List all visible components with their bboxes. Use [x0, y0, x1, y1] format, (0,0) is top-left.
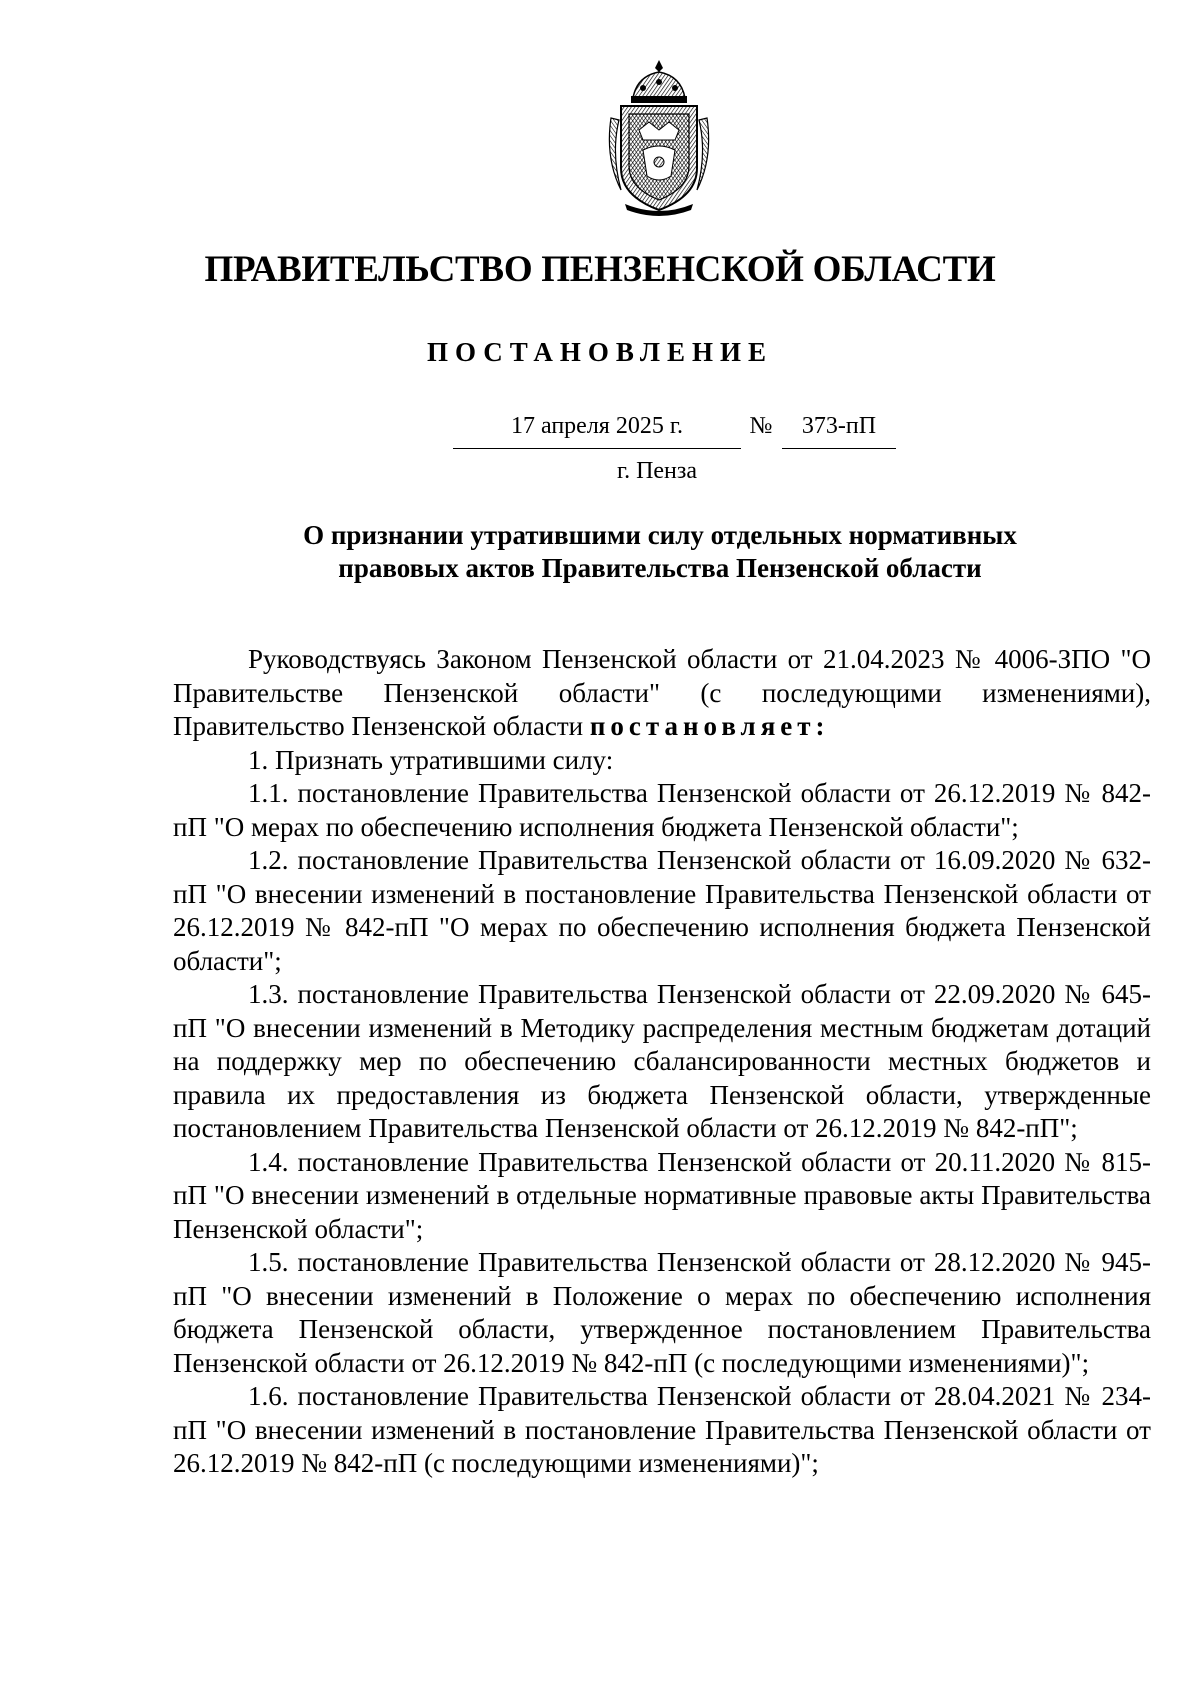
- sub-item-1-6: 1.6. постановление Правительства Пензенской области от 28.04.2021 № 234-пП "О внесении изменений в постановление Правительства Пензенской области от 26.12.2019 № 842-пП (с последующими изменениями)";: [173, 1381, 1151, 1478]
- coat-of-arms-emblem-icon: [603, 58, 715, 216]
- document-subject: [0, 519, 1200, 585]
- sub-item-1-4: 1.4. постановление Правительства Пензенской области от 20.11.2020 № 815-пП "О внесении изменений в отдельные нормативные правовые акты Правительства Пензенской области";: [173, 1146, 1151, 1244]
- document-city: г. Пенза: [616, 458, 698, 484]
- organization-title: ПРАВИТЕЛЬСТВО ПЕНЗЕНСКОЙ ОБЛАСТИ: [204, 249, 996, 290]
- sub-item-1-5: 1.5. постановление Правительства Пензенской области от 28.12.2020 № 945-пП "О внесении изменений в Положение о мерах по обеспечению исполнения бюджета Пензенской области, утвержденное постановлением Правительства Пензенской области от 26.12.2019 № 842-пП (с последующими изменениями)";: [173, 1247, 1151, 1378]
- document-type-heading: ПОСТАНОВЛЕНИЕ: [426, 337, 774, 367]
- decree-word: постановляет:: [589, 711, 830, 741]
- sub-item-1-2: 1.2. постановление Правительства Пензенской области от 16.09.2020 № 632-пП "О внесении изменений в постановление Правительства Пензенской области от 26.12.2019 № 842-пП "О мерах по обеспечению исполнения бюджета Пензенской области";: [173, 845, 1151, 976]
- number-sign: №: [749, 413, 773, 439]
- document-date: 17 апреля 2025 г.: [453, 412, 741, 449]
- preamble-paragraph: [173, 643, 1151, 744]
- preamble-text: Руководствуясь Законом Пензенской области от 21.04.2023 № 4006-ЗПО "О Правительстве Пензенской области" (с последующими изменениями), Правительство Пензенской области: [173, 644, 1151, 741]
- sub-item-1-3: 1.3. постановление Правительства Пензенской области от 22.09.2020 № 645-пП "О внесении изменений в Методику распределения местным бюджетам дотаций на поддержку мер по обеспечению сбалансированности местных бюджетов и правила их предоставления из бюджета Пензенской области, утвержденные постановлением Правительства Пензенской области от 26.12.2019 № 842-пП";: [173, 979, 1151, 1143]
- subject-line-1: О признании утратившими силу отдельных нормативных: [303, 520, 1017, 550]
- document-number: 373-пП: [782, 412, 896, 449]
- subject-line-2: правовых актов Правительства Пензенской области: [338, 553, 982, 583]
- sub-item-1-1: 1.1. постановление Правительства Пензенской области от 26.12.2019 № 842-пП "О мерах по обеспечению исполнения бюджета Пензенской области";: [173, 778, 1151, 842]
- item-1: 1. Признать утратившими силу:: [248, 744, 614, 775]
- document-body: [173, 643, 1151, 1481]
